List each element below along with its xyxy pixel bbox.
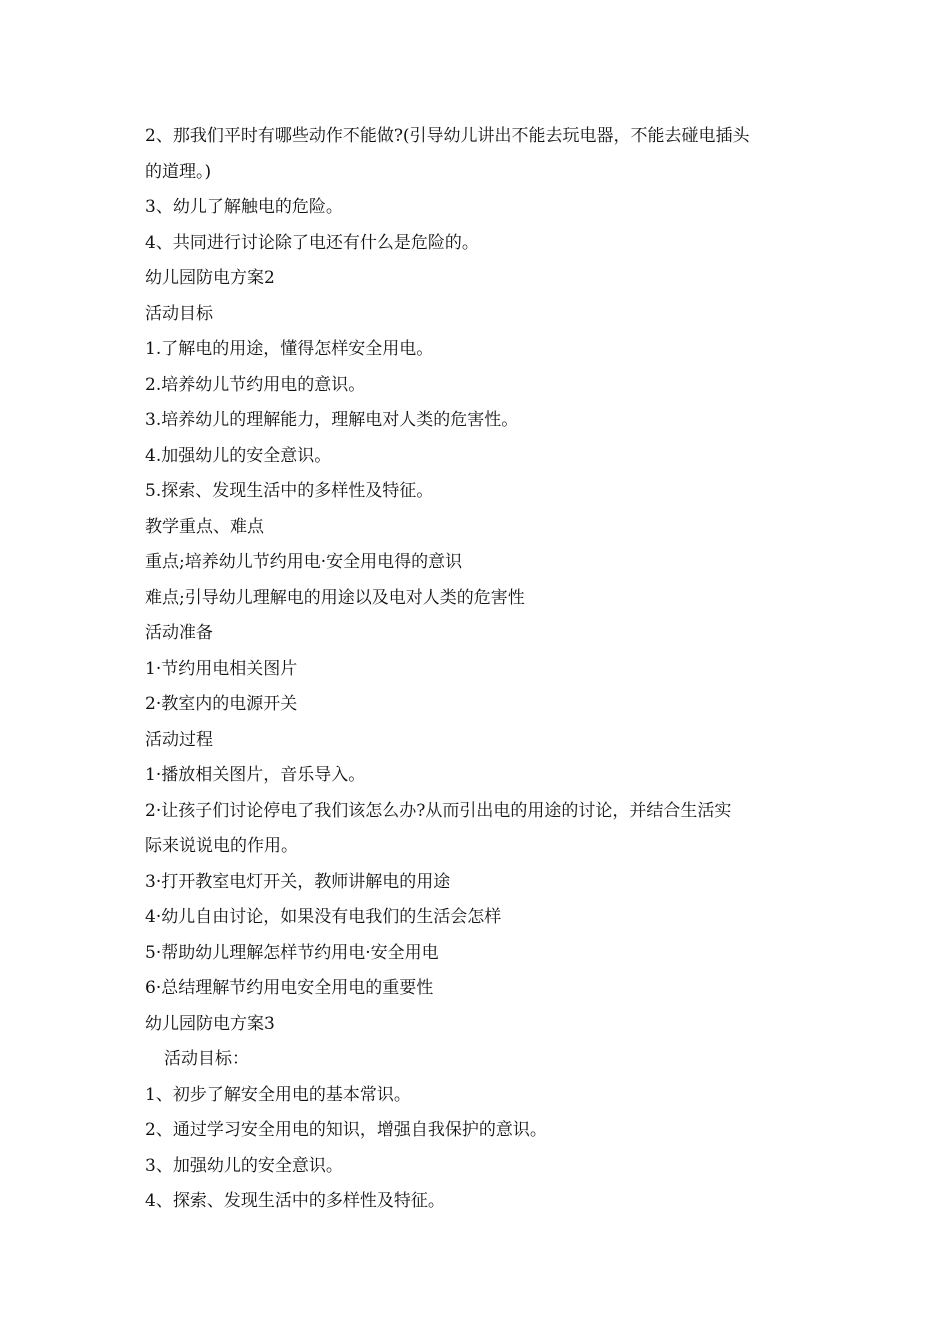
text-line: 3、加强幼儿的安全意识。 — [145, 1155, 343, 1176]
text-line: 际来说说电的作用。 — [145, 836, 298, 856]
text-line: 4·幼儿自由讨论，如果没有电我们的生活会怎样 — [145, 907, 502, 927]
text-line: 2·让孩子们讨论停电了我们该怎么办?从而引出电的用途的讨论，并结合生活实 — [145, 800, 732, 821]
text-line: 3、幼儿了解触电的危险。 — [145, 197, 343, 217]
text-line: 5·帮助幼儿理解怎样节约用电·安全用电 — [145, 942, 439, 963]
text-line: 1.了解电的用途，懂得怎样安全用电。 — [145, 339, 434, 359]
text-line: 难点;引导幼儿理解电的用途以及电对人类的危害性 — [145, 587, 525, 608]
text-line: 的道理。) — [145, 161, 212, 182]
text-line: 4.加强幼儿的安全意识。 — [145, 445, 332, 466]
document-body — [145, 119, 815, 1220]
subheading: 教学重点、难点 — [145, 516, 264, 537]
text-line: 6·总结理解节约用电安全用电的重要性 — [145, 978, 434, 998]
text-line: 2·教室内的电源开关 — [145, 694, 298, 714]
text-line: 2.培养幼儿节约用电的意识。 — [145, 374, 366, 395]
text-line: 1、初步了解安全用电的基本常识。 — [145, 1084, 411, 1105]
text-line: 2、通过学习安全用电的知识，增强自我保护的意识。 — [145, 1120, 547, 1140]
subheading: 活动目标： — [164, 1049, 249, 1069]
text-line: 4、探索、发现生活中的多样性及特征。 — [145, 1191, 445, 1211]
subheading: 活动目标 — [145, 303, 213, 324]
text-line: 重点;培养幼儿节约用电·安全用电得的意识 — [145, 552, 463, 572]
text-line: 3·打开教室电灯开关，教师讲解电的用途 — [145, 871, 451, 892]
text-line: 4、共同进行讨论除了电还有什么是危险的。 — [145, 232, 479, 253]
text-line: 3.培养幼儿的理解能力，理解电对人类的危害性。 — [145, 410, 519, 430]
subheading: 活动过程 — [145, 729, 213, 750]
text-line: 1·播放相关图片，音乐导入。 — [145, 765, 366, 785]
section-heading: 幼儿园防电方案2 — [145, 268, 275, 288]
section-heading: 幼儿园防电方案3 — [145, 1013, 275, 1034]
text-line: 2、那我们平时有哪些动作不能做?(引导幼儿讲出不能去玩电器，不能去碰电插头 — [145, 126, 750, 146]
subheading: 活动准备 — [145, 623, 213, 643]
text-line: 5.探索、发现生活中的多样性及特征。 — [145, 481, 434, 501]
text-line: 1·节约用电相关图片 — [145, 658, 298, 679]
